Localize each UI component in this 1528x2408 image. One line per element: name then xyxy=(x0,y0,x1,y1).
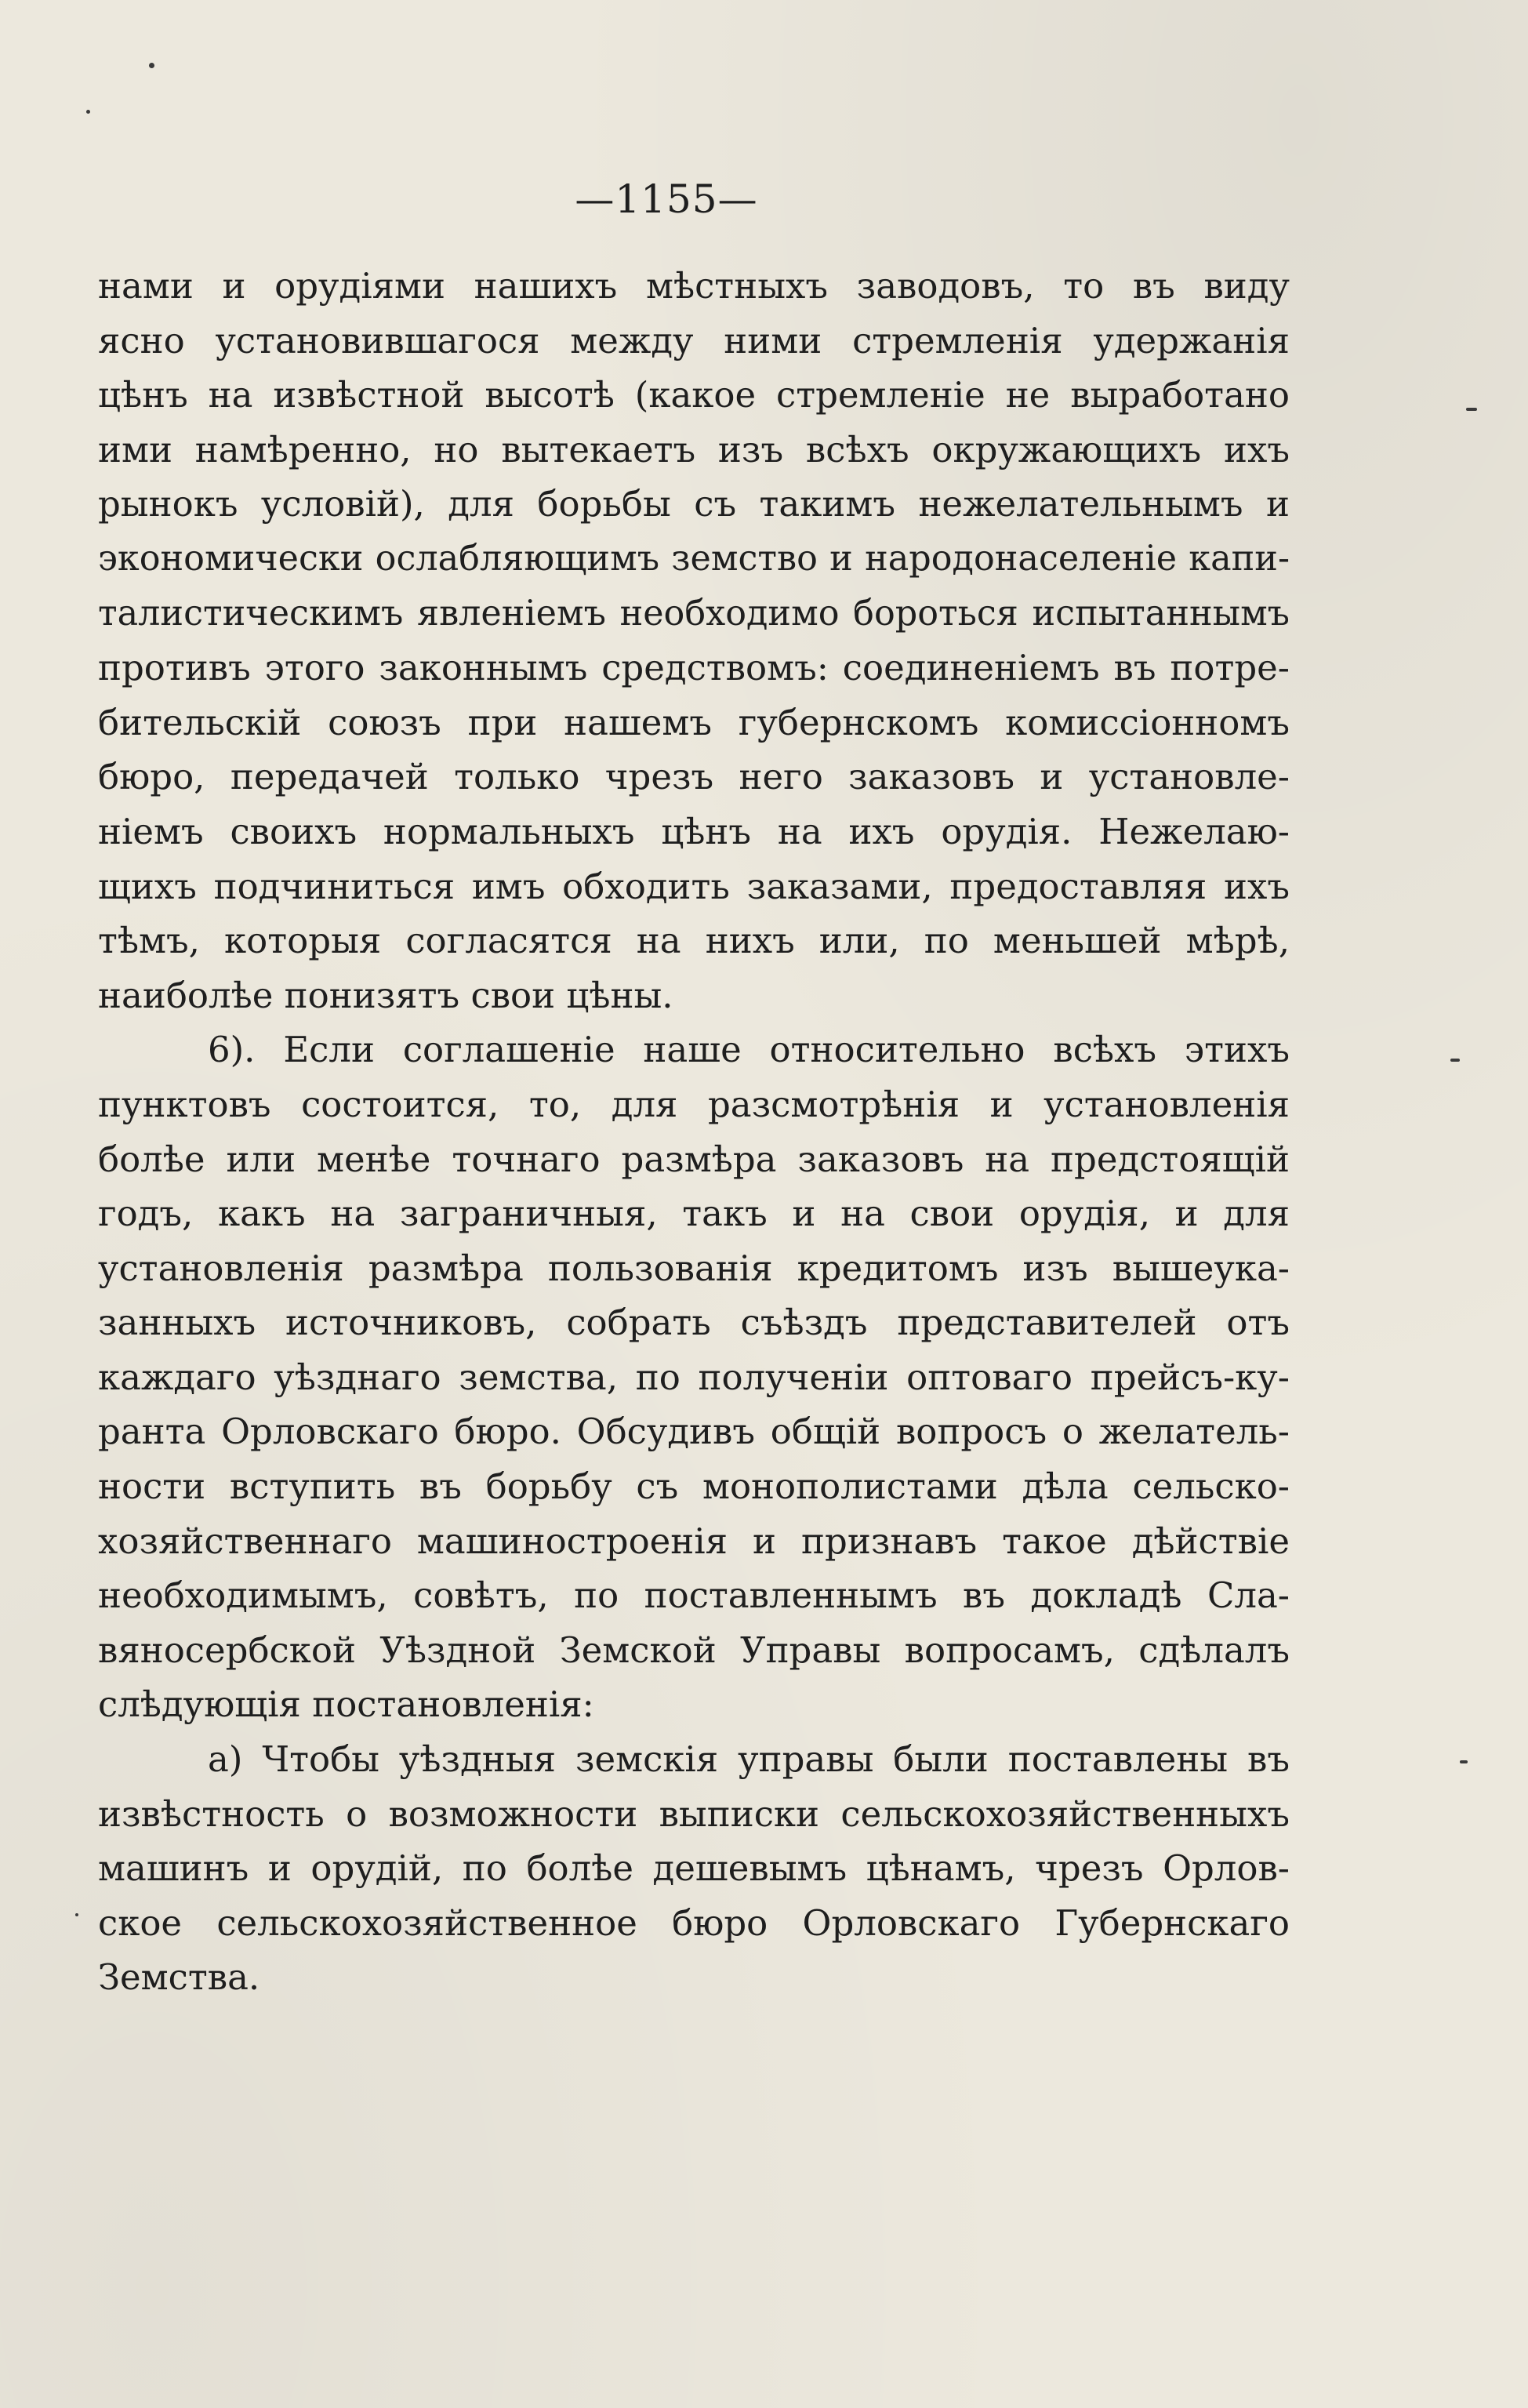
text-line: тѣмъ, которыя согласятся на нихъ или, по меньшей мѣрѣ, xyxy=(98,920,1290,962)
text-line: занныхъ источниковъ, собрать съѣздъ представителей отъ xyxy=(98,1302,1290,1344)
text-line: противъ этого законнымъ средствомъ: соединеніемъ въ потре- xyxy=(98,647,1290,689)
text-line: установленія размѣра пользованія кредитомъ изъ вышеука- xyxy=(98,1247,1290,1289)
paper-speck xyxy=(75,1913,78,1916)
text-line: вяносербской Уѣздной Земской Управы вопросамъ, сдѣлалъ xyxy=(98,1629,1290,1671)
text-line: ности вступить въ борьбу съ монополистами дѣла сельско- xyxy=(98,1466,1290,1508)
paragraph xyxy=(98,1022,1290,1732)
page-number: —1155— xyxy=(575,176,758,222)
paragraph xyxy=(98,259,1290,1022)
text-line: наиболѣе понизятъ свои цѣны. xyxy=(98,974,673,1016)
paper-speck xyxy=(149,63,154,68)
paper-speck xyxy=(1460,1760,1468,1763)
text-line: ими намѣренно, но вытекаетъ изъ всѣхъ окружающихъ ихъ xyxy=(98,428,1290,470)
text-line: нами и орудіями нашихъ мѣстныхъ заводовъ, то въ виду xyxy=(98,265,1290,307)
text-line: каждаго уѣзднаго земства, по полученіи оптоваго прейсъ-ку- xyxy=(98,1356,1290,1398)
text-line: ясно установившагося между ними стремленія удержанія xyxy=(98,319,1290,361)
text-line: годъ, какъ на заграничныя, такъ и на свои орудія, и для xyxy=(98,1193,1290,1235)
text-line: экономически ослабляющимъ земство и народонаселеніе капи- xyxy=(98,538,1290,579)
text-line: извѣстность о возможности выписки сельскохозяйственныхъ xyxy=(98,1792,1290,1835)
text-line: болѣе или менѣе точнаго размѣра заказовъ на предстоящій xyxy=(98,1138,1290,1180)
text-line: 6). Если соглашеніе наше относительно всѣхъ этихъ xyxy=(208,1029,1290,1071)
paper-speck xyxy=(1450,1059,1460,1062)
text-line: слѣдующія постановленія: xyxy=(98,1683,594,1726)
text-line: а) Чтобы уѣздныя земскія управы были поставлены въ xyxy=(208,1738,1290,1781)
text-line: Земства. xyxy=(98,1956,260,1999)
text-line: рынокъ условій), для борьбы съ такимъ нежелательнымъ и xyxy=(98,483,1290,525)
text-line: бюро, передачей только чрезъ него заказовъ и установле- xyxy=(98,756,1290,798)
text-line: щихъ подчиниться имъ обходить заказами, предоставляя ихъ xyxy=(98,865,1290,907)
text-line: талистическимъ явленіемъ необходимо бороться испытаннымъ xyxy=(98,593,1290,634)
page-body-text xyxy=(98,259,1290,2005)
paper-speck xyxy=(86,110,90,114)
text-line: ранта Орловскаго бюро. Обсудивъ общій вопросъ о желатель- xyxy=(98,1411,1290,1453)
text-line: пунктовъ состоится, то, для разсмотрѣнія и установленія xyxy=(98,1083,1290,1125)
text-line: бительскій союзъ при нашемъ губернскомъ комиссіонномъ xyxy=(98,701,1290,743)
text-line: машинъ и орудій, по болѣе дешевымъ цѣнамъ, чрезъ Орлов- xyxy=(98,1847,1290,1890)
text-line: ское сельскохозяйственное бюро Орловскаго Губернскаго xyxy=(98,1901,1290,1944)
text-line: необходимымъ, совѣтъ, по поставленнымъ въ докладѣ Сла- xyxy=(98,1574,1290,1617)
text-line: хозяйственнаго машиностроенія и признавъ такое дѣйствіе xyxy=(98,1520,1290,1562)
paragraph xyxy=(98,1732,1290,2005)
text-line: цѣнъ на извѣстной высотѣ (какое стремленіе не выработано xyxy=(98,374,1290,416)
paper-speck xyxy=(1466,408,1477,411)
text-line: ніемъ своихъ нормальныхъ цѣнъ на ихъ орудія. Нежелаю- xyxy=(98,810,1290,852)
